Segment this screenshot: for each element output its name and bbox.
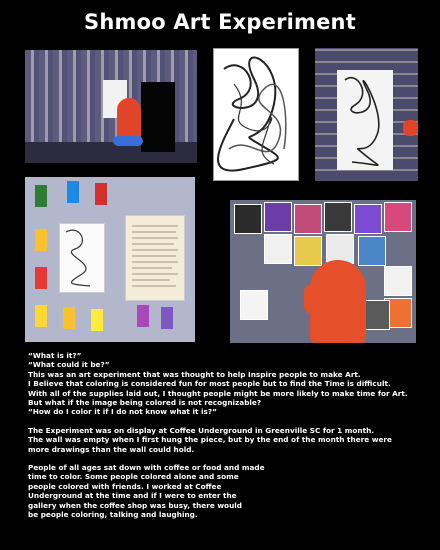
text-line: more drawings than the wall could hold. xyxy=(28,444,195,454)
colored-drawings-photo xyxy=(230,200,416,343)
text-line: The Experiment was on display at Coffee Underground in Greenville SC for 1 month. xyxy=(28,425,375,435)
gallery-wall-photo xyxy=(25,50,197,163)
page-title: Shmoo Art Experiment xyxy=(84,10,356,34)
paragraph-2 xyxy=(28,426,428,454)
text-line: gallery when the coffee shop was busy, there would xyxy=(28,500,242,510)
text-line: But what if the image being colored is not recognizable? xyxy=(28,398,262,408)
drawing-photo xyxy=(213,48,299,181)
text-line: With all of the supplies laid out, I thought people might be more likely to make time for Art. xyxy=(28,388,408,398)
coloring-supplies-photo xyxy=(25,177,195,342)
text-line: people colored with friends. I worked at Coffee xyxy=(28,481,222,491)
text-line: “How do I color it if I do not know what it is?” xyxy=(28,407,217,417)
text-line: be people coloring, talking and laughing. xyxy=(28,510,198,520)
text-line: “What could it be?” xyxy=(28,360,110,370)
text-line: This was an art experiment that was thought to help Inspire people to make Art. xyxy=(28,369,361,379)
paragraph-1 xyxy=(28,351,428,417)
drawing-on-wall-photo xyxy=(315,48,418,181)
text-line: People of all ages sat down with coffee or food and made xyxy=(28,463,265,473)
text-line: I Believe that coloring is considered fun for most people but to find the Time is difficult. xyxy=(28,379,391,389)
paragraph-3 xyxy=(28,463,428,519)
text-line: The wall was empty when I first hung the piece, but by the end of the month there were xyxy=(28,435,392,445)
description-text xyxy=(28,351,428,529)
text-line: “What is it?” xyxy=(28,351,82,360)
text-line: time to color. Some people colored alone and some xyxy=(28,472,239,482)
text-line: Underground at the time and if I were to enter the xyxy=(28,491,237,501)
